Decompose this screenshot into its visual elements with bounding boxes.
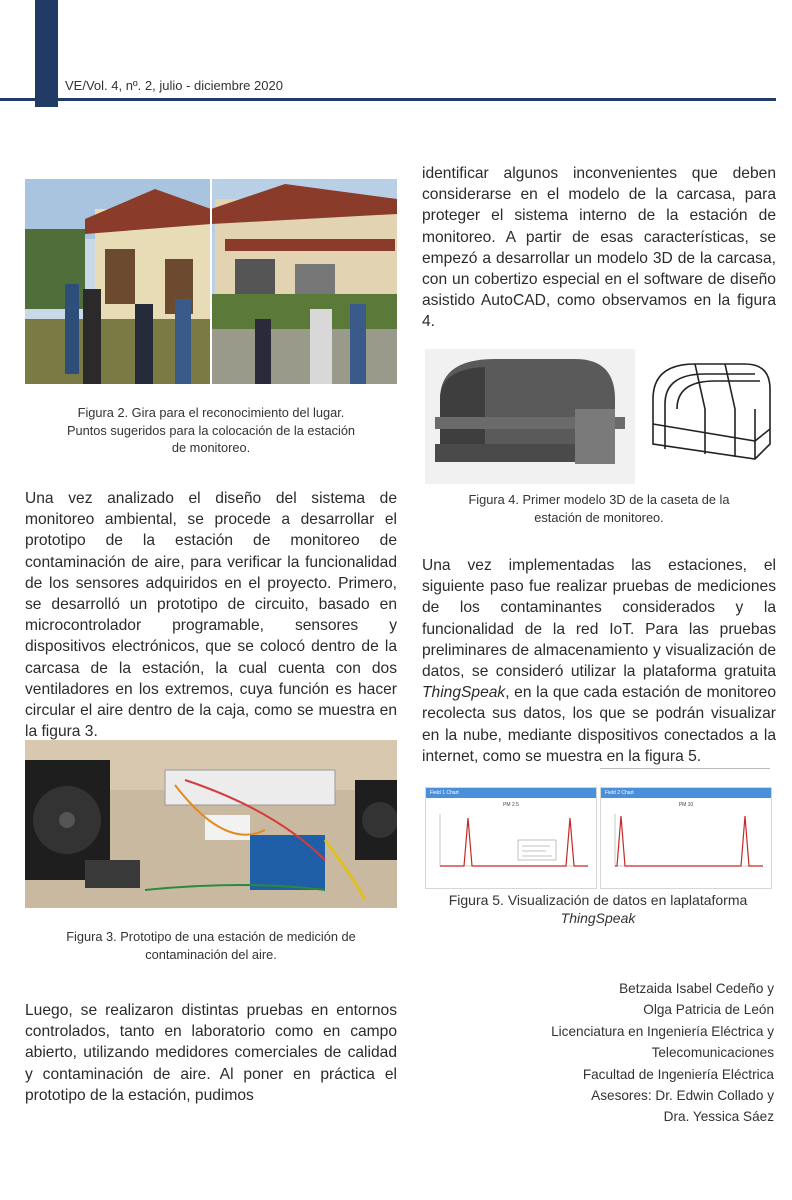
signature-line3: Licenciatura en Ingeniería Eléctrica y: [551, 1023, 774, 1039]
running-title: VE/Vol. 4, nº. 2, julio - diciembre 2020: [65, 78, 283, 93]
author-signature: [494, 978, 774, 1128]
header-rule: [0, 98, 776, 101]
left-paragraph-2: Luego, se realizaron distintas pruebas en entornos controlados, tanto en laboratorio como en campo abierto, utilizando medidores comerciales de calidad y contaminación de aire. Al poner en práctica el prototipo de la estación, pudimos: [25, 1002, 397, 1104]
right-paragraph-2: [422, 555, 776, 767]
figure5-caption-line2: ThingSpeak: [560, 910, 636, 926]
figure4-image: [425, 349, 775, 484]
figure3-caption-line1: Figura 3. Prototipo de una estación de medición de: [66, 929, 356, 944]
figure3-photo: [25, 740, 397, 908]
signature-line1: Betzaida Isabel Cedeño y: [619, 981, 774, 996]
chart1-header: [426, 788, 596, 798]
figure4-caption: [422, 491, 776, 526]
figure2-caption-line1: Figura 2. Gira para el reconocimiento del lugar.: [77, 405, 345, 420]
figure5-caption-line1: Figura 5. Visualización de datos en laplataforma: [448, 892, 748, 908]
signature-line5: Facultad de Ingeniería Eléctrica: [582, 1066, 774, 1082]
chart2-header-label: Field 2 Chart: [605, 790, 634, 796]
chart2-title: PM 10: [678, 802, 694, 808]
chart1-title: PM 2.5: [503, 802, 519, 808]
signature-line2: Olga Patricia de León: [643, 1002, 774, 1018]
right-paragraph-2-part1: Una vez implementadas las estaciones, el siguiente paso fue realizar pruebas de mediciones de los contaminantes considerados y la funcionalidad de la red IoT. Para las pruebas preliminares de almacenamiento y visualización de datos, se consideró utilizar la plataforma gratuita: [422, 557, 776, 681]
figure5-caption: [418, 891, 778, 927]
chart1-header-label: Field 1 Chart: [430, 790, 459, 796]
left-paragraph-1: Una vez analizado el diseño del sistema de monitoreo ambiental, se procede a desarrollar el prototipo de la estación de monitoreo de contaminación de aire, para verificar la funcionalidad de los sensores adquiridos en el proyecto. Primero, se desarrolló un prototipo de circuito, basado en microcontrolador programable, sensores y dispositivos electrónicos, que se colocó dentro de la carcasa de la estación, la cual cuenta con dos ventiladores en los extremos, cuya función es hacer circular el aire dentro de la caja, como se muestra en la figura 3.: [25, 490, 397, 741]
signature-line7: Dra. Yessica Sáez: [663, 1109, 774, 1125]
thingspeak-chart-2: [600, 787, 772, 889]
right-paragraph-1: identificar algunos inconvenientes que deben considerarse en el modelo de la carcasa, para proteger el sistema interno de la estación de monitoreo. A partir de esas características, se empezó a desarrollar un modelo 3D de la carcasa, con un cobertizo especial en el software de diseño asistido AutoCAD, como observamos en la figura 4.: [422, 165, 776, 331]
figure4-caption-line1: Figura 4. Primer modelo 3D de la caseta de la: [468, 492, 730, 507]
right-paragraph-2-italic: ThingSpeak: [422, 684, 506, 702]
chart2-header: [601, 788, 771, 798]
figure2-caption-line2: Puntos sugeridos para la colocación de la estación: [66, 422, 356, 438]
figure2-caption: [25, 404, 397, 457]
figure2-photo: [25, 179, 397, 384]
signature-line4: Telecomunicaciones: [651, 1045, 774, 1061]
header-color-bar: [35, 0, 58, 107]
signature-line6: Asesores: Dr. Edwin Collado y: [591, 1088, 774, 1104]
figure2-caption-line3: de monitoreo.: [171, 440, 251, 455]
figure3-caption-line2: contaminación del aire.: [145, 946, 277, 962]
figure3-caption: [25, 928, 397, 963]
right-paragraph-2-part2: , en la que cada estación de monitoreo recolecta sus datos, los que se podrán visualizar en la nube, mediante dispositivos conectados a la internet, como se muestra en la figura 5.: [422, 684, 776, 765]
figure4-caption-line2: estación de monitoreo.: [534, 509, 664, 525]
figure5-separator: [600, 768, 770, 769]
thingspeak-chart-1: [425, 787, 597, 889]
